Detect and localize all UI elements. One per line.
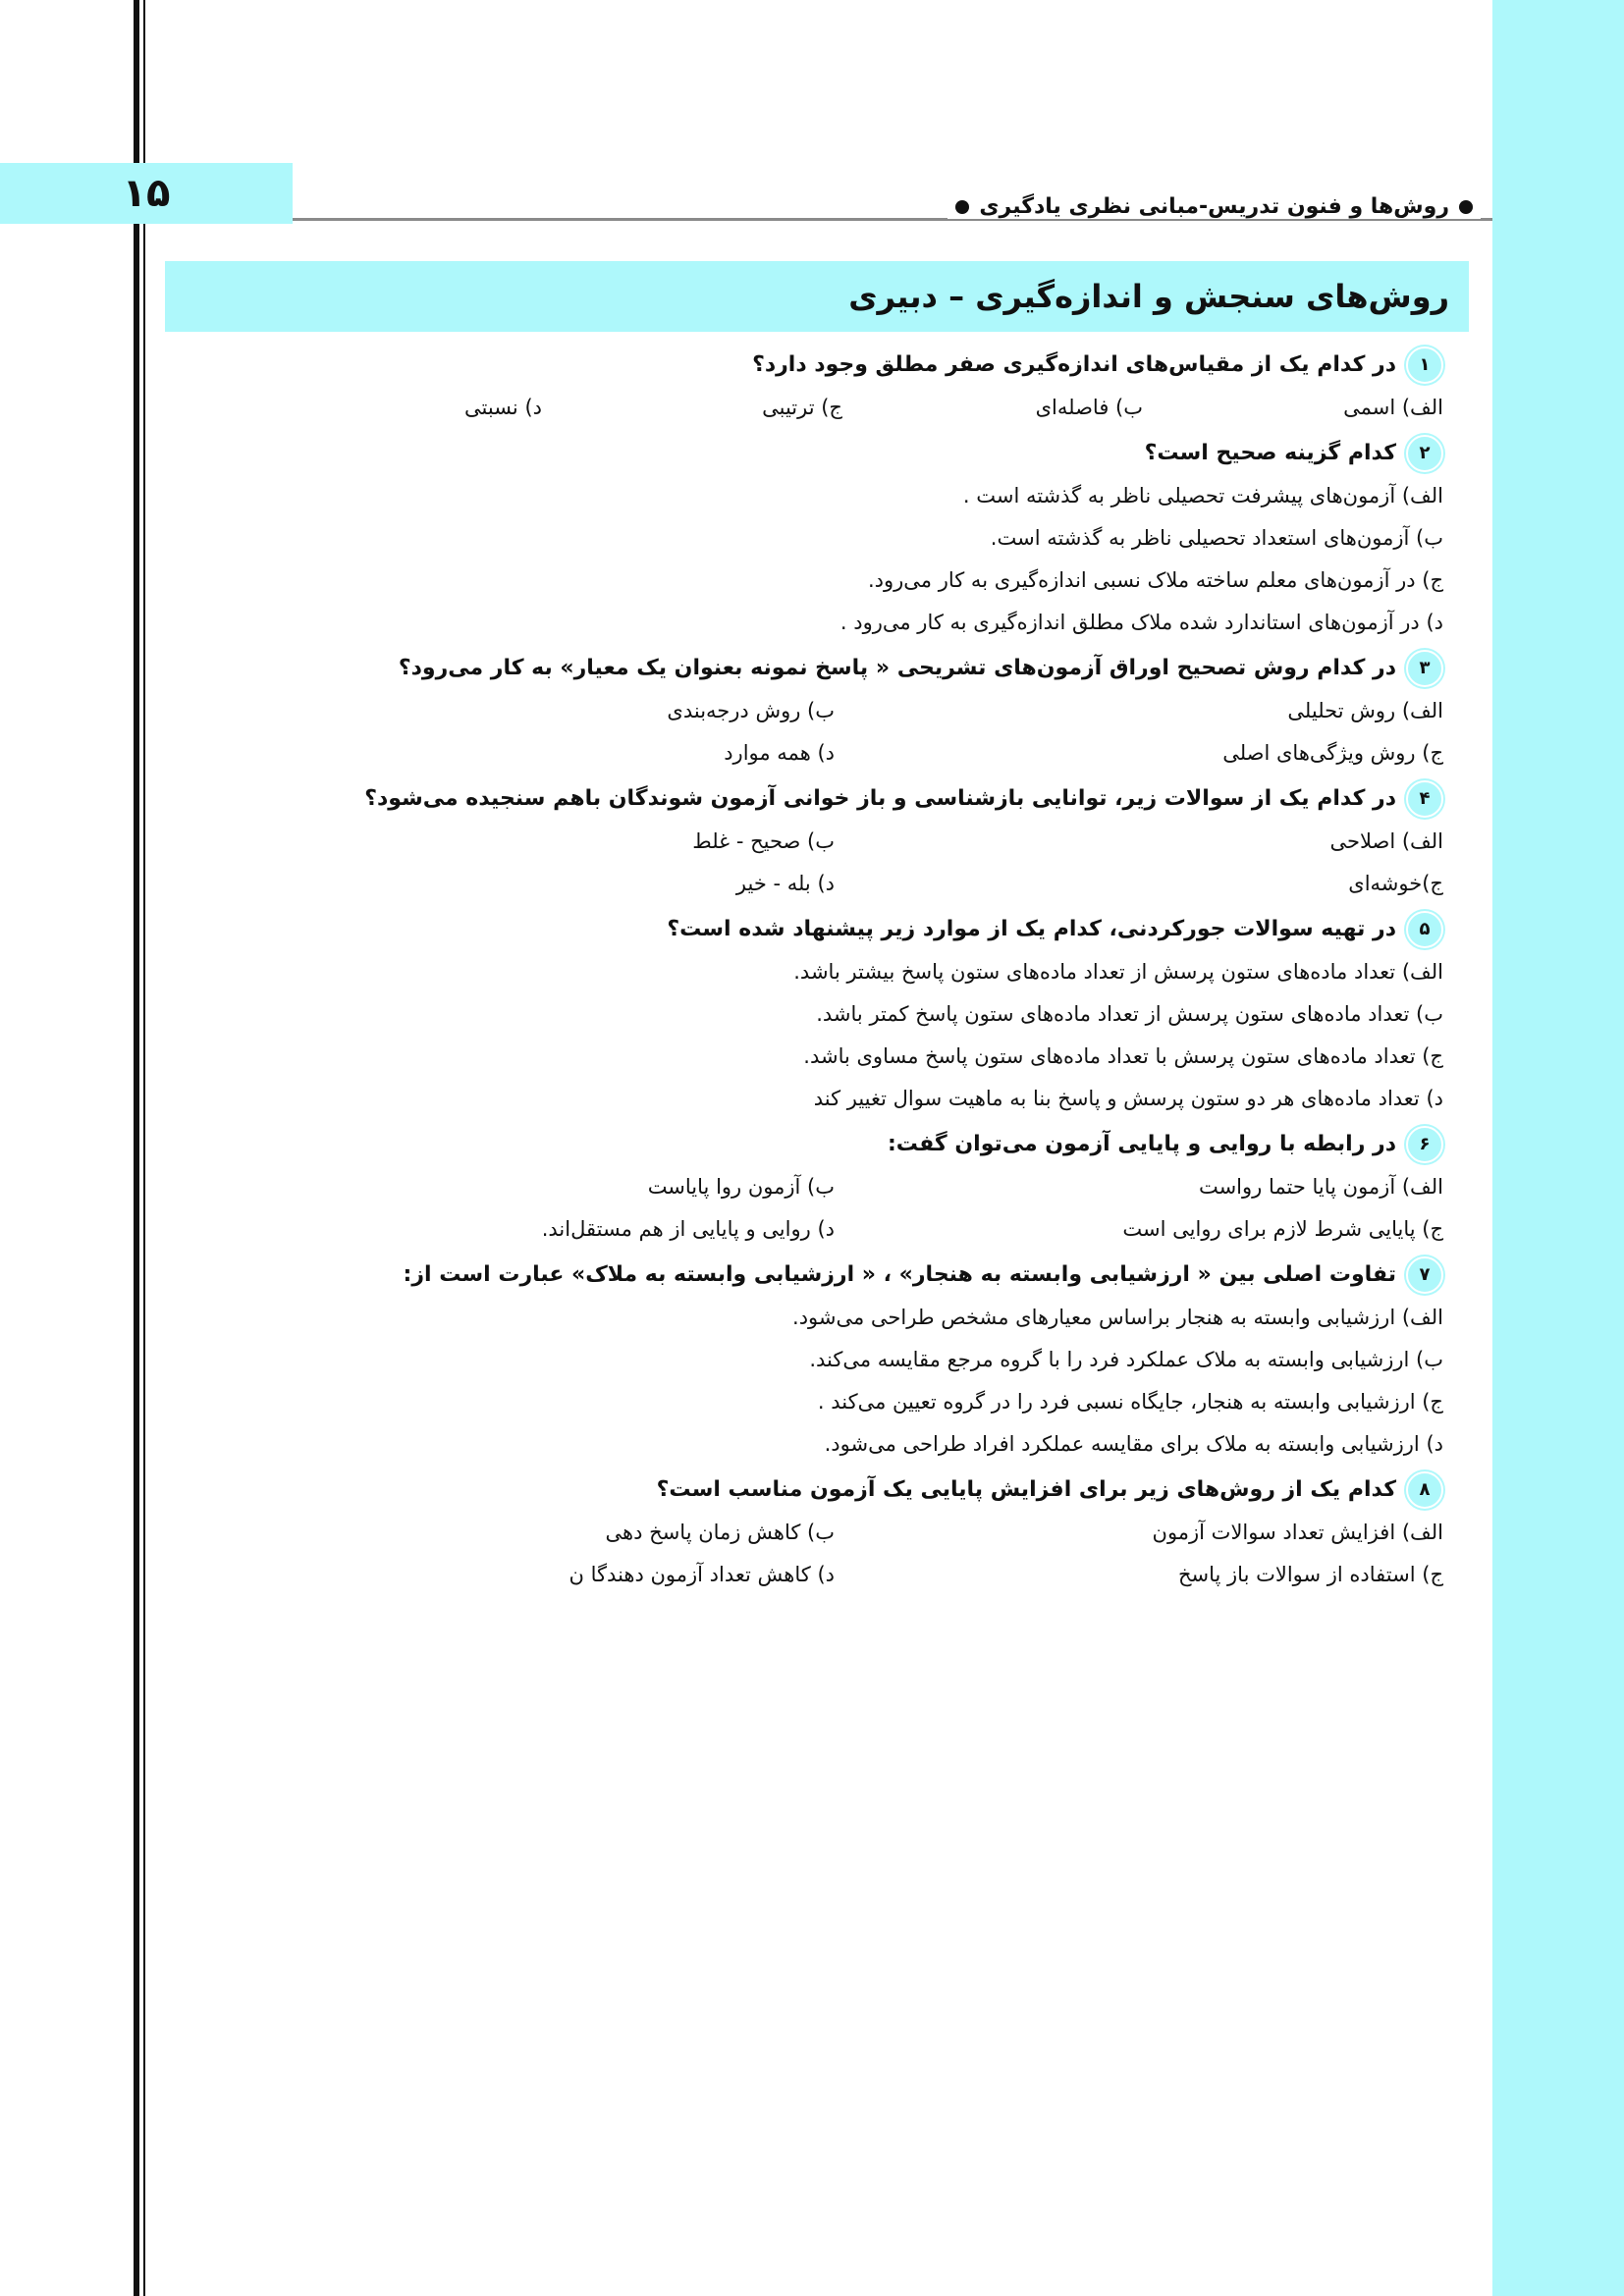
option-c: ج) ترتیبی xyxy=(762,395,842,419)
question-number-badge: ۸ xyxy=(1406,1471,1443,1509)
question-text: در کدام یک از مقیاس‌های اندازه‌گیری صفر مطلق وجود دارد؟ xyxy=(752,352,1396,377)
option-c: ج) در آزمون‌های معلم ساخته ملاک نسبی اندازه‌گیری به کار می‌رود. xyxy=(867,567,1443,592)
option-c: ج) تعداد ماده‌های ستون پرسش با تعداد ماده‌های ستون پاسخ مساوی باشد. xyxy=(803,1043,1443,1068)
questions-list xyxy=(147,344,1443,1599)
question-1 xyxy=(147,344,1443,428)
question-text: کدام یک از روش‌های زیر برای افزایش پایایی یک آزمون مناسب است؟ xyxy=(656,1477,1396,1502)
option-a: الف) آزمون‌های پیشرفت تحصیلی ناظر به گذشته است . xyxy=(962,483,1443,507)
page-number: ۱۵ xyxy=(122,171,171,216)
question-stem xyxy=(147,432,1443,474)
option-c: ج)خوشه‌ای xyxy=(1348,871,1443,895)
option-d: د) تعداد ماده‌های هر دو ستون پرسش و پاسخ بنا به ماهیت سوال تغییر کند xyxy=(813,1086,1443,1110)
option-d: د) روایی و پایایی از هم مستقل‌اند. xyxy=(541,1216,835,1241)
question-number-badge: ۳ xyxy=(1406,650,1443,687)
option-a: الف) تعداد ماده‌های ستون پرسش از تعداد ماده‌های ستون پاسخ بیشتر باشد. xyxy=(793,959,1443,984)
question-number-badge: ۵ xyxy=(1406,911,1443,948)
option-a: الف) روش تحلیلی xyxy=(1287,698,1443,722)
question-3 xyxy=(147,647,1443,774)
option-c: ج) پایایی شرط لازم برای روایی است xyxy=(1122,1216,1443,1241)
question-text: در کدام روش تصحیح اوراق آزمون‌های تشریحی « پاسخ نمونه بعنوان یک معیار» به کار می‌رود؟ xyxy=(398,656,1396,680)
option-b: ب) صحیح - غلط xyxy=(692,828,835,853)
question-text: کدام گزینه صحیح است؟ xyxy=(1144,441,1396,465)
margin-rule-thin xyxy=(143,0,145,2296)
question-stem xyxy=(147,647,1443,689)
question-7 xyxy=(147,1254,1443,1465)
option-a: الف) ارزشیابی وابسته به هنجار براساس معیارهای مشخص طراحی می‌شود. xyxy=(792,1305,1443,1329)
question-number-badge: ۲ xyxy=(1406,435,1443,472)
option-d: د) ارزشیابی وابسته به ملاک برای مقایسه عملکرد افراد طراحی می‌شود. xyxy=(824,1431,1443,1456)
option-d: د) بله - خیر xyxy=(735,871,835,895)
option-d: د) کاهش تعداد آزمون دهندگا ن xyxy=(568,1562,835,1586)
option-d: د) در آزمون‌های استاندارد شده ملاک مطلق اندازه‌گیری به کار می‌رود . xyxy=(839,610,1443,634)
question-number-badge: ۴ xyxy=(1406,780,1443,818)
option-b: ب) آزمون‌های استعداد تحصیلی ناظر به گذشته است. xyxy=(990,525,1443,550)
option-a: الف) افزایش تعداد سوالات آزمون xyxy=(1152,1520,1443,1544)
page-number-tab xyxy=(0,163,293,224)
question-text: تفاوت اصلی بین « ارزشیابی وابسته به هنجار» ، « ارزشیابی وابسته به ملاک» عبارت است از: xyxy=(403,1262,1396,1287)
option-c: ج) ارزشیابی وابسته به هنجار، جایگاه نسبی فرد را در گروه تعیین می‌کند . xyxy=(817,1389,1443,1414)
running-head-text: روش‌ها و فنون تدریس-مبانی نظری یادگیری xyxy=(979,194,1449,219)
question-6 xyxy=(147,1123,1443,1250)
question-number-badge: ۶ xyxy=(1406,1126,1443,1163)
options-grid xyxy=(147,820,1443,904)
section-title: روش‌های سنجش و اندازه‌گیری – دبیری xyxy=(848,278,1449,315)
bullet-icon xyxy=(955,200,969,214)
question-text: در رابطه با روایی و پایایی آزمون می‌توان گفت: xyxy=(888,1132,1396,1156)
question-number-badge: ۷ xyxy=(1406,1256,1443,1294)
question-text: در تهیه سوالات جورکردنی، کدام یک از موارد زیر پیشنهاد شده است؟ xyxy=(667,917,1396,941)
question-stem xyxy=(147,1254,1443,1296)
option-c: ج) استفاده از سوالات باز پاسخ xyxy=(1177,1562,1443,1586)
question-stem xyxy=(147,1123,1443,1165)
question-number-badge: ۱ xyxy=(1406,347,1443,384)
section-title-band xyxy=(165,261,1469,332)
options-grid xyxy=(147,1165,1443,1250)
option-b: ب) کاهش زمان پاسخ دهی xyxy=(605,1520,835,1544)
option-b: ب) ارزشیابی وابسته به ملاک عملکرد فرد را با گروه مرجع مقایسه می‌کند. xyxy=(809,1347,1443,1371)
option-c: ج) روش ویژگی‌های اصلی xyxy=(1222,740,1443,765)
question-4 xyxy=(147,777,1443,904)
margin-rule-thick xyxy=(134,0,139,2296)
option-d: د) نسبتی xyxy=(464,395,542,419)
options-row xyxy=(147,386,1443,428)
options-grid xyxy=(147,1511,1443,1595)
bullet-icon xyxy=(1459,200,1473,214)
option-d: د) همه موارد xyxy=(724,740,835,765)
option-b: ب) آزمون روا پایاست xyxy=(647,1174,835,1199)
option-a: الف) اصلاحی xyxy=(1329,828,1443,853)
option-a: الف) آزمون پایا حتما رواست xyxy=(1198,1174,1443,1199)
question-stem xyxy=(147,1468,1443,1511)
option-b: ب) روش درجه‌بندی xyxy=(667,698,835,722)
question-stem xyxy=(147,777,1443,820)
question-text: در کدام یک از سوالات زیر، توانایی بازشناسی و باز خوانی آزمون شوندگان باهم سنجیده می‌شود؟ xyxy=(364,786,1396,811)
question-5 xyxy=(147,908,1443,1119)
option-a: الف) اسمی xyxy=(1343,395,1443,419)
question-2 xyxy=(147,432,1443,643)
options-grid xyxy=(147,689,1443,774)
question-stem xyxy=(147,344,1443,386)
option-b: ب) تعداد ماده‌های ستون پرسش از تعداد ماده‌های ستون پاسخ کمتر باشد. xyxy=(816,1001,1443,1026)
question-8 xyxy=(147,1468,1443,1595)
page-edge-band xyxy=(1492,0,1624,2296)
question-stem xyxy=(147,908,1443,950)
option-b: ب) فاصله‌ای xyxy=(1035,395,1143,419)
running-head xyxy=(947,194,1481,219)
